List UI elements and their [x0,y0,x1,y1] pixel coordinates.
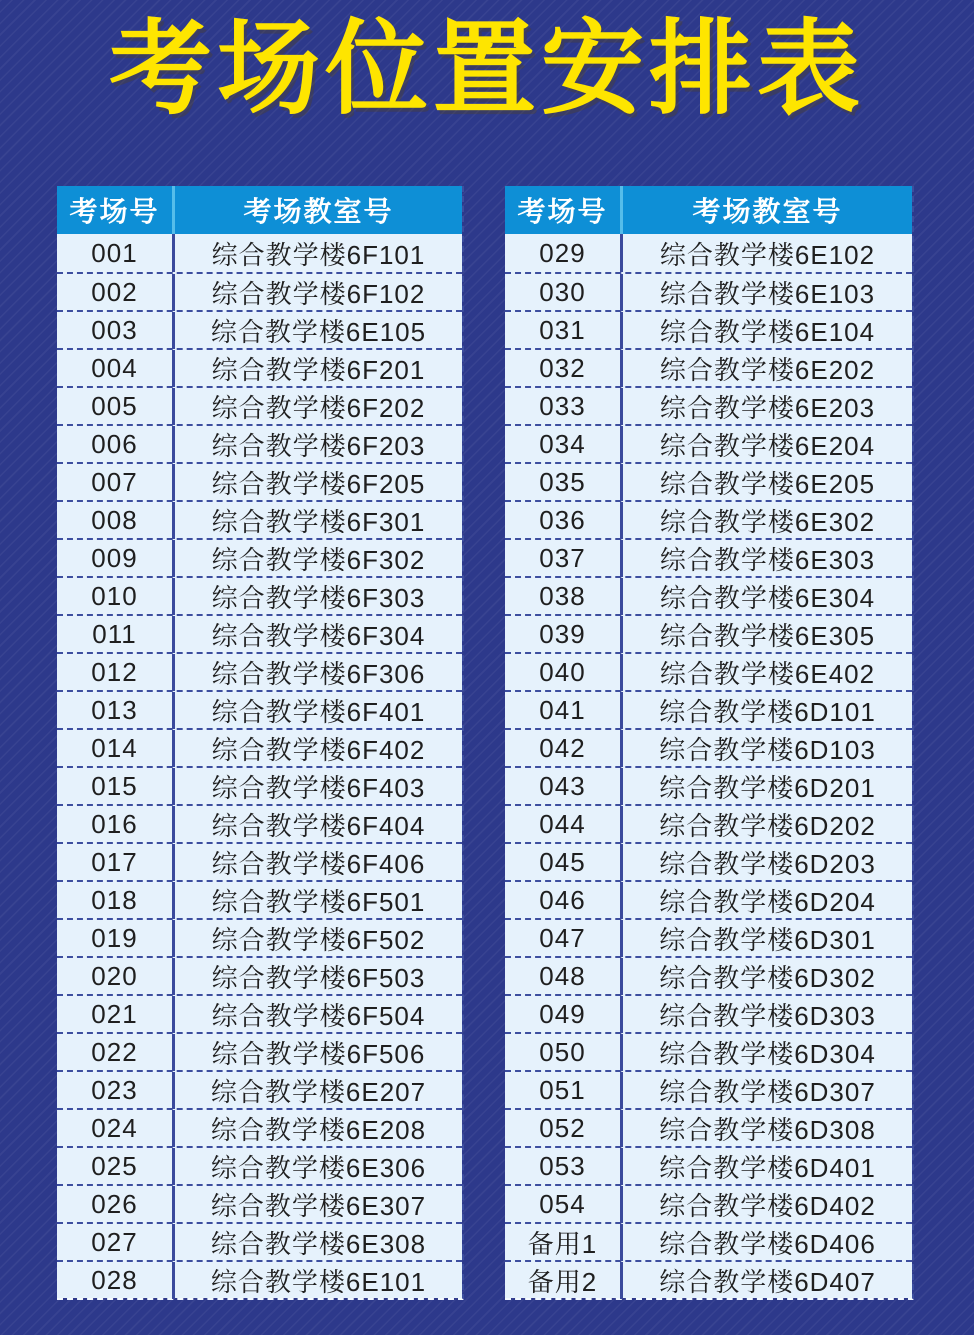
classroom-cell: 综合教学楼6F504 [211,1001,426,1031]
room-number-cell: 020 [57,958,175,995]
table-row [57,614,462,652]
table-body [505,234,912,1298]
room-number-cell: 042 [505,730,623,767]
classroom-cell: 综合教学楼6D202 [659,811,876,841]
room-number-cell: 012 [57,654,175,691]
table-row [505,652,912,690]
room-number-cell: 033 [505,388,623,425]
classroom-cell: 综合教学楼6E103 [659,279,876,309]
classroom-cell: 综合教学楼6E204 [659,431,876,461]
table-row [505,424,912,462]
classroom-cell: 综合教学楼6F205 [211,469,426,499]
classroom-cell: 综合教学楼6D101 [659,697,876,727]
room-number-cell: 006 [57,426,175,463]
room-number-cell: 046 [505,882,623,919]
classroom-cell: 综合教学楼6E307 [210,1191,427,1221]
table-row [57,690,462,728]
room-number-cell: 035 [505,464,623,501]
classroom-cell: 综合教学楼6F402 [211,735,426,765]
table-row [505,956,912,994]
table-row [57,1108,462,1146]
table-row [505,576,912,614]
table-row [57,234,462,272]
room-number-cell: 019 [57,920,175,957]
table-row [505,234,912,272]
room-number-cell: 031 [505,312,623,349]
room-number-cell: 029 [505,234,623,272]
room-number-cell: 备用1 [505,1224,623,1261]
table-row [57,310,462,348]
room-number-cell: 039 [505,616,623,653]
table-row [505,1146,912,1184]
classroom-cell: 综合教学楼6D406 [659,1229,876,1259]
header-room-number: 考场号 [505,186,623,234]
table-row [57,880,462,918]
classroom-cell: 综合教学楼6F301 [211,507,426,537]
table-row [57,1222,462,1260]
table-body [57,234,462,1298]
classroom-cell: 综合教学楼6D302 [659,963,876,993]
table-row [57,462,462,500]
classroom-cell: 综合教学楼6E305 [659,621,876,651]
room-number-cell: 008 [57,502,175,539]
classroom-cell: 综合教学楼6E306 [210,1153,427,1183]
room-number-cell: 050 [505,1034,623,1071]
classroom-cell: 综合教学楼6E203 [659,393,876,423]
room-number-cell: 030 [505,274,623,311]
classroom-cell: 综合教学楼6F102 [211,279,426,309]
room-number-cell: 038 [505,578,623,615]
classroom-cell: 综合教学楼6E105 [210,317,427,347]
room-number-cell: 052 [505,1110,623,1147]
classroom-cell: 综合教学楼6F401 [211,697,426,727]
room-number-cell: 027 [57,1224,175,1261]
room-number-cell: 023 [57,1072,175,1109]
exam-table-right [505,186,914,1300]
table-row [505,804,912,842]
classroom-cell: 综合教学楼6D203 [659,849,876,879]
classroom-cell: 综合教学楼6E205 [659,469,876,499]
room-number-cell: 025 [57,1148,175,1185]
table-row [57,956,462,994]
room-number-cell: 024 [57,1110,175,1147]
classroom-cell: 综合教学楼6E304 [659,583,876,613]
room-number-cell: 036 [505,502,623,539]
table-row [505,1222,912,1260]
table-row [505,766,912,804]
room-number-cell: 043 [505,768,623,805]
table-row [505,1108,912,1146]
room-number-cell: 005 [57,388,175,425]
table-row [505,690,912,728]
room-number-cell: 022 [57,1034,175,1071]
classroom-cell: 综合教学楼6F304 [211,621,426,651]
classroom-cell: 综合教学楼6F306 [211,659,426,689]
table-row [505,500,912,538]
room-number-cell: 040 [505,654,623,691]
table-row [57,804,462,842]
table-row [57,348,462,386]
table-row [57,1184,462,1222]
classroom-cell: 综合教学楼6E302 [659,507,876,537]
table-row [57,1260,462,1298]
room-number-cell: 047 [505,920,623,957]
classroom-cell: 综合教学楼6F203 [211,431,426,461]
table-row [57,994,462,1032]
table-row [505,918,912,956]
classroom-cell: 综合教学楼6E308 [210,1229,427,1259]
table-row [505,538,912,576]
room-number-cell: 049 [505,996,623,1033]
room-number-cell: 037 [505,540,623,577]
classroom-cell: 综合教学楼6F404 [211,811,426,841]
classroom-cell: 综合教学楼6E207 [210,1077,427,1107]
exam-table-left [57,186,464,1300]
classroom-cell: 综合教学楼6D103 [659,735,876,765]
classroom-cell: 综合教学楼6F502 [211,925,426,955]
table-row [57,424,462,462]
room-number-cell: 053 [505,1148,623,1185]
classroom-cell: 综合教学楼6F101 [211,239,426,270]
table-row [57,272,462,310]
classroom-cell: 综合教学楼6F302 [211,545,426,575]
classroom-cell: 综合教学楼6D301 [659,925,876,955]
table-row [505,728,912,766]
classroom-cell: 综合教学楼6E402 [659,659,876,689]
classroom-cell: 综合教学楼6E102 [659,239,876,270]
room-number-cell: 028 [57,1262,175,1299]
room-number-cell: 016 [57,806,175,843]
room-number-cell: 045 [505,844,623,881]
table-row [57,538,462,576]
room-number-cell: 041 [505,692,623,729]
table-row [505,1260,912,1298]
classroom-cell: 综合教学楼6F501 [211,887,426,917]
table-row [505,272,912,310]
room-number-cell: 044 [505,806,623,843]
table-row [57,500,462,538]
table-row [57,766,462,804]
table-row [505,310,912,348]
table-row [505,842,912,880]
classroom-cell: 综合教学楼6F506 [211,1039,426,1069]
table-row [57,1146,462,1184]
classroom-cell: 综合教学楼6F503 [211,963,426,993]
table-row [505,1070,912,1108]
room-number-cell: 026 [57,1186,175,1223]
classroom-cell: 综合教学楼6E303 [659,545,876,575]
table-row [57,652,462,690]
room-number-cell: 013 [57,692,175,729]
classroom-cell: 综合教学楼6D201 [659,773,876,803]
classroom-cell: 综合教学楼6F202 [211,393,426,423]
header-classroom: 考场教室号 [243,196,394,227]
room-number-cell: 054 [505,1186,623,1223]
page-title: 考场位置安排表 [109,11,865,126]
room-number-cell: 034 [505,426,623,463]
classroom-cell: 综合教学楼6D308 [659,1115,876,1145]
table-row [505,614,912,652]
table-row [505,1184,912,1222]
classroom-cell: 综合教学楼6E104 [659,317,876,347]
table-row [505,880,912,918]
table-header [57,186,462,234]
room-number-cell: 051 [505,1072,623,1109]
table-row [57,1032,462,1070]
header-classroom: 考场教室号 [692,196,843,227]
room-number-cell: 048 [505,958,623,995]
room-number-cell: 备用2 [505,1262,623,1299]
room-number-cell: 011 [57,616,175,653]
classroom-cell: 综合教学楼6D204 [659,887,876,917]
classroom-cell: 综合教学楼6D307 [659,1077,876,1107]
table-row [57,842,462,880]
table-row [57,918,462,956]
classroom-cell: 综合教学楼6D303 [659,1001,876,1031]
classroom-cell: 综合教学楼6E101 [210,1267,427,1297]
room-number-cell: 032 [505,350,623,387]
room-number-cell: 001 [57,234,175,272]
table-row [505,1032,912,1070]
table-row [505,386,912,424]
room-number-cell: 021 [57,996,175,1033]
room-number-cell: 018 [57,882,175,919]
table-header [505,186,912,234]
room-number-cell: 014 [57,730,175,767]
classroom-cell: 综合教学楼6F303 [211,583,426,613]
classroom-cell: 综合教学楼6E208 [210,1115,427,1145]
room-number-cell: 017 [57,844,175,881]
room-number-cell: 002 [57,274,175,311]
classroom-cell: 综合教学楼6E202 [659,355,876,385]
table-row [505,994,912,1032]
room-number-cell: 010 [57,578,175,615]
room-number-cell: 015 [57,768,175,805]
header-room-number: 考场号 [57,186,175,234]
classroom-cell: 综合教学楼6F406 [211,849,426,879]
table-row [505,348,912,386]
classroom-cell: 综合教学楼6F201 [211,355,426,385]
classroom-cell: 综合教学楼6D407 [659,1267,876,1297]
classroom-cell: 综合教学楼6D402 [659,1191,876,1221]
table-row [57,576,462,614]
room-number-cell: 004 [57,350,175,387]
room-number-cell: 003 [57,312,175,349]
classroom-cell: 综合教学楼6D304 [659,1039,876,1069]
table-row [57,386,462,424]
table-row [505,462,912,500]
classroom-cell: 综合教学楼6D401 [659,1153,876,1183]
classroom-cell: 综合教学楼6F403 [211,773,426,803]
table-row [57,728,462,766]
table-row [57,1070,462,1108]
room-number-cell: 007 [57,464,175,501]
room-number-cell: 009 [57,540,175,577]
